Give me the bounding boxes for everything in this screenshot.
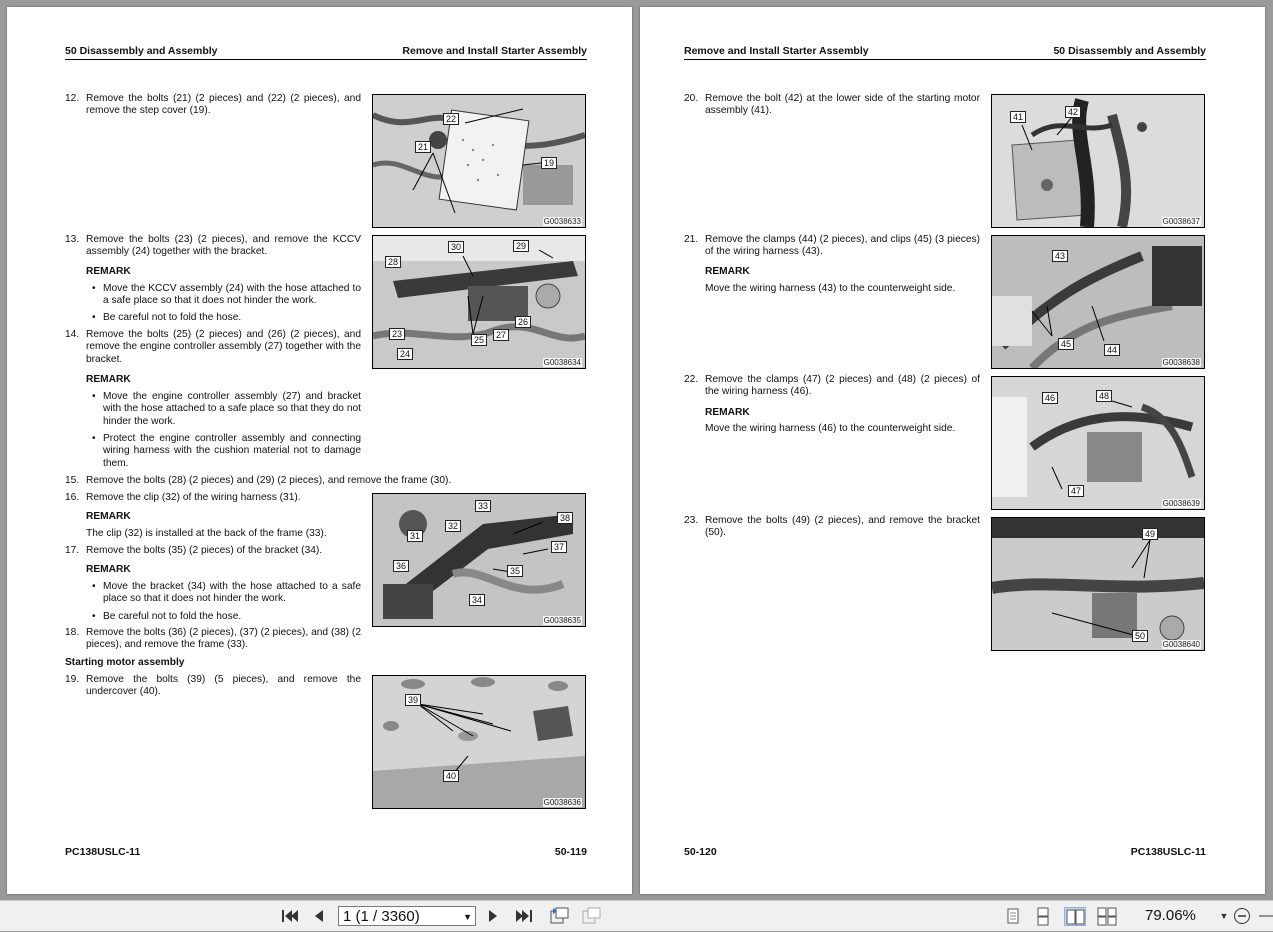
bullet-text: Be careful not to fold the hose. xyxy=(103,611,242,622)
figure-kccv xyxy=(372,235,586,369)
callout-27: 27 xyxy=(493,329,509,341)
page-50-120 xyxy=(640,7,1265,894)
callout-23: 23 xyxy=(389,328,405,340)
bracket-illustration xyxy=(992,518,1204,650)
zoom-slider-track[interactable] xyxy=(1257,907,1273,925)
step-text: Remove the bolts (35) (2 pieces) of the bracket (34). xyxy=(86,545,323,556)
footer-left: PC138USLC-11 xyxy=(65,846,141,858)
figure-code: G0038638 xyxy=(1162,358,1200,367)
step-number: 18. xyxy=(65,627,80,638)
step-text: Remove the bolt (42) at the lower side of the starting motor assembly (41). xyxy=(705,93,980,117)
callout-38: 38 xyxy=(557,512,573,524)
callout-49: 49 xyxy=(1142,528,1158,540)
step-text: Remove the clamps (47) (2 pieces) and (48) (2 pieces) of the wiring harness (46). xyxy=(705,374,980,398)
remark-label: REMARK xyxy=(86,266,131,277)
step-number: 20. xyxy=(684,93,699,104)
previous-view-icon[interactable] xyxy=(548,907,570,925)
zoom-out-icon[interactable] xyxy=(1233,907,1253,925)
callout-31: 31 xyxy=(407,530,423,542)
callout-19: 19 xyxy=(541,157,557,169)
step-number: 22. xyxy=(684,374,699,385)
header-left: 50 Disassembly and Assembly xyxy=(65,45,218,57)
header-left: Remove and Install Starter Assembly xyxy=(684,45,869,57)
page-50-119: 50 Disassembly and Assembly Remove and Install Starter Assembly 12. Remove the bolts (21) (2 pieces) and (22) (2 pieces), and remove the step cover (19). 13. Remove the bolts (23) (2 pieces), and remove the KCCV assembly (24) together with the bracket. REMARK • Move the KCCV assembly (24) with the hose attached to a safe place so that it does not hinder the work. • Be careful not to fold the hose. 14. Remove the bolts (25) (2 pieces) and (26) (2 pieces), and remove the engine controller assembly (27) together with the bracket. REMARK • Move the engine controller assembly (27) and bracket with the hose attached to a safe place so that they do not hinder the work. • Protect the engine controller assembly and connecting wiring harness with the cushion material not to damage them. 15. Remove the bolts (28) (2 pieces) and (29) (2 pieces), and remove the frame (30). 16. Remove the clip (32) of the wiring harness (31). REMARK The clip (32) is installed at the back of the frame (33). 17. Remove the bolts (35) (2 pieces) of the bracket (34). REMARK • Move the bracket (34) with the hose attached to a safe place so that it does not hinder the work. • Be careful not to fold the hose. 18. Remove the bolts (36) (2 pieces), (37) (2 pieces), and (38) (2 pieces), and remove the frame (33). Starting motor assembly 19. Remove the bolts (39) (5 pieces), and remove the undercover (40). 22 21 19 G0038633 30 29 28 23 24 25 27 26 G0038634 33 38 32 31 37 36 35 34 G0038635 39 40 G0038636 PC138USLC-11 50-119 xyxy=(7,7,632,894)
callout-33: 33 xyxy=(475,500,491,512)
callout-22: 22 xyxy=(443,113,459,125)
callout-40: 40 xyxy=(443,770,459,782)
callout-37: 37 xyxy=(551,541,567,553)
step-text: Remove the bolts (28) (2 pieces) and (29) (2 pieces), and remove the frame (30). xyxy=(86,475,452,486)
zoom-level[interactable]: 79.06% xyxy=(1145,907,1196,924)
callout-32: 32 xyxy=(445,520,461,532)
remark-label: REMARK xyxy=(86,511,131,522)
step-text: Remove the bolts (39) (5 pieces), and remove the undercover (40). xyxy=(86,674,361,698)
continuous-facing-view-icon[interactable] xyxy=(1096,907,1118,926)
step-number: 14. xyxy=(65,329,80,340)
chevron-down-icon[interactable]: ▼ xyxy=(463,912,472,922)
previous-page-icon[interactable] xyxy=(312,907,326,925)
viewer-toolbar xyxy=(0,900,1273,931)
callout-35: 35 xyxy=(507,565,523,577)
footer-right: PC138USLC-11 xyxy=(1130,846,1206,858)
last-page-icon[interactable] xyxy=(514,907,534,925)
first-page-icon[interactable] xyxy=(280,907,300,925)
callout-25: 25 xyxy=(471,334,487,346)
callout-21: 21 xyxy=(415,141,431,153)
callout-44: 44 xyxy=(1104,344,1120,356)
callout-45: 45 xyxy=(1058,338,1074,350)
callout-29: 29 xyxy=(513,240,529,252)
step-number: 21. xyxy=(684,234,699,245)
callout-50: 50 xyxy=(1132,630,1148,642)
step-number: 13. xyxy=(65,234,80,245)
figure-step-cover xyxy=(372,94,586,228)
remark-label: REMARK xyxy=(705,266,750,277)
bullet-text: Be careful not to fold the hose. xyxy=(103,312,242,323)
step-text: Remove the bolts (23) (2 pieces), and remove the KCCV assembly (24) together with the bracket. xyxy=(86,234,361,258)
remark-label: REMARK xyxy=(705,407,750,418)
harness-illustration xyxy=(992,236,1204,368)
bullet-text: Move the KCCV assembly (24) with the hose attached to a safe place so that it does not hinder the work. xyxy=(103,283,361,307)
callout-39: 39 xyxy=(405,694,421,706)
step-text: Remove the bolts (21) (2 pieces) and (22) (2 pieces), and remove the step cover (19). xyxy=(86,93,361,117)
callout-36: 36 xyxy=(393,560,409,572)
callout-41: 41 xyxy=(1010,111,1026,123)
remark-note: Move the wiring harness (46) to the counterweight side. xyxy=(705,423,956,434)
step-number: 12. xyxy=(65,93,80,104)
figure-bracket xyxy=(991,517,1205,651)
figure-code: G0038639 xyxy=(1162,499,1200,508)
step-number: 17. xyxy=(65,545,80,556)
callout-42: 42 xyxy=(1065,106,1081,118)
footer-right: 50-119 xyxy=(554,846,587,858)
page-header xyxy=(684,45,1206,60)
step-text: Remove the bolts (25) (2 pieces) and (26) (2 pieces), and remove the engine controller assembly (27) together with the bracket. xyxy=(86,329,361,365)
header-right: Remove and Install Starter Assembly xyxy=(402,45,587,57)
figure-code: G0038636 xyxy=(543,798,581,807)
step-text: Remove the bolts (36) (2 pieces), (37) (2 pieces), and (38) (2 pieces), and remove the frame (33). xyxy=(86,627,361,651)
callout-47: 47 xyxy=(1068,485,1084,497)
step-number: 19. xyxy=(65,674,80,685)
bullet-text: Move the engine controller assembly (27) and bracket with the hose attached to a safe place so that they do not hinder the work. xyxy=(103,391,361,427)
figure-frame xyxy=(372,493,586,627)
figure-code: G0038634 xyxy=(543,358,581,367)
page-number-value: 1 (1 / 3360) xyxy=(343,908,420,925)
callout-28: 28 xyxy=(385,256,401,268)
step-text: Remove the bolts (49) (2 pieces), and remove the bracket (50). xyxy=(705,515,980,539)
continuous-view-icon[interactable] xyxy=(1032,907,1054,926)
step-number: 16. xyxy=(65,492,80,503)
step-text: Remove the clip (32) of the wiring harness (31). xyxy=(86,492,301,503)
callout-30: 30 xyxy=(448,241,464,253)
bullet-text: Move the bracket (34) with the hose attached to a safe place so that it does not hinder the work. xyxy=(103,581,361,605)
figure-starter-bolt xyxy=(991,94,1205,228)
step-number: 23. xyxy=(684,515,699,526)
footer-left: 50-120 xyxy=(684,846,717,858)
step-number: 15. xyxy=(65,475,80,486)
remark-note: The clip (32) is installed at the back of the frame (33). xyxy=(86,528,327,539)
callout-34: 34 xyxy=(469,594,485,606)
figure-code: G0038637 xyxy=(1162,217,1200,226)
remark-label: REMARK xyxy=(86,564,131,575)
figure-harness-43 xyxy=(991,235,1205,369)
figure-harness-46 xyxy=(991,376,1205,510)
zoom-dropdown-icon[interactable]: ▼ xyxy=(1219,911,1229,921)
header-right: 50 Disassembly and Assembly xyxy=(1053,45,1206,57)
figure-code: G0038635 xyxy=(543,616,581,625)
callout-48: 48 xyxy=(1096,390,1112,402)
next-view-icon[interactable] xyxy=(580,907,602,925)
figure-code: G0038640 xyxy=(1162,640,1200,649)
subheading: Starting motor assembly xyxy=(65,657,185,668)
figure-code: G0038633 xyxy=(543,217,581,226)
figure-undercover xyxy=(372,675,586,809)
remark-label: REMARK xyxy=(86,374,131,385)
single-page-view-icon[interactable] xyxy=(1002,907,1024,926)
bullet-text: Protect the engine controller assembly and connecting wiring harness with the cushion material not to damage them. xyxy=(103,433,361,469)
callout-26: 26 xyxy=(515,316,531,328)
callout-24: 24 xyxy=(397,348,413,360)
next-page-icon[interactable] xyxy=(486,907,500,925)
step-text: Remove the clamps (44) (2 pieces), and clips (45) (3 pieces) of the wiring harness (43). xyxy=(705,234,980,258)
callout-43: 43 xyxy=(1052,250,1068,262)
page-header xyxy=(65,45,587,60)
remark-note: Move the wiring harness (43) to the counterweight side. xyxy=(705,283,956,294)
callout-46: 46 xyxy=(1042,392,1058,404)
facing-pages-view-icon[interactable] xyxy=(1064,907,1086,926)
page-number-field[interactable] xyxy=(338,906,476,926)
